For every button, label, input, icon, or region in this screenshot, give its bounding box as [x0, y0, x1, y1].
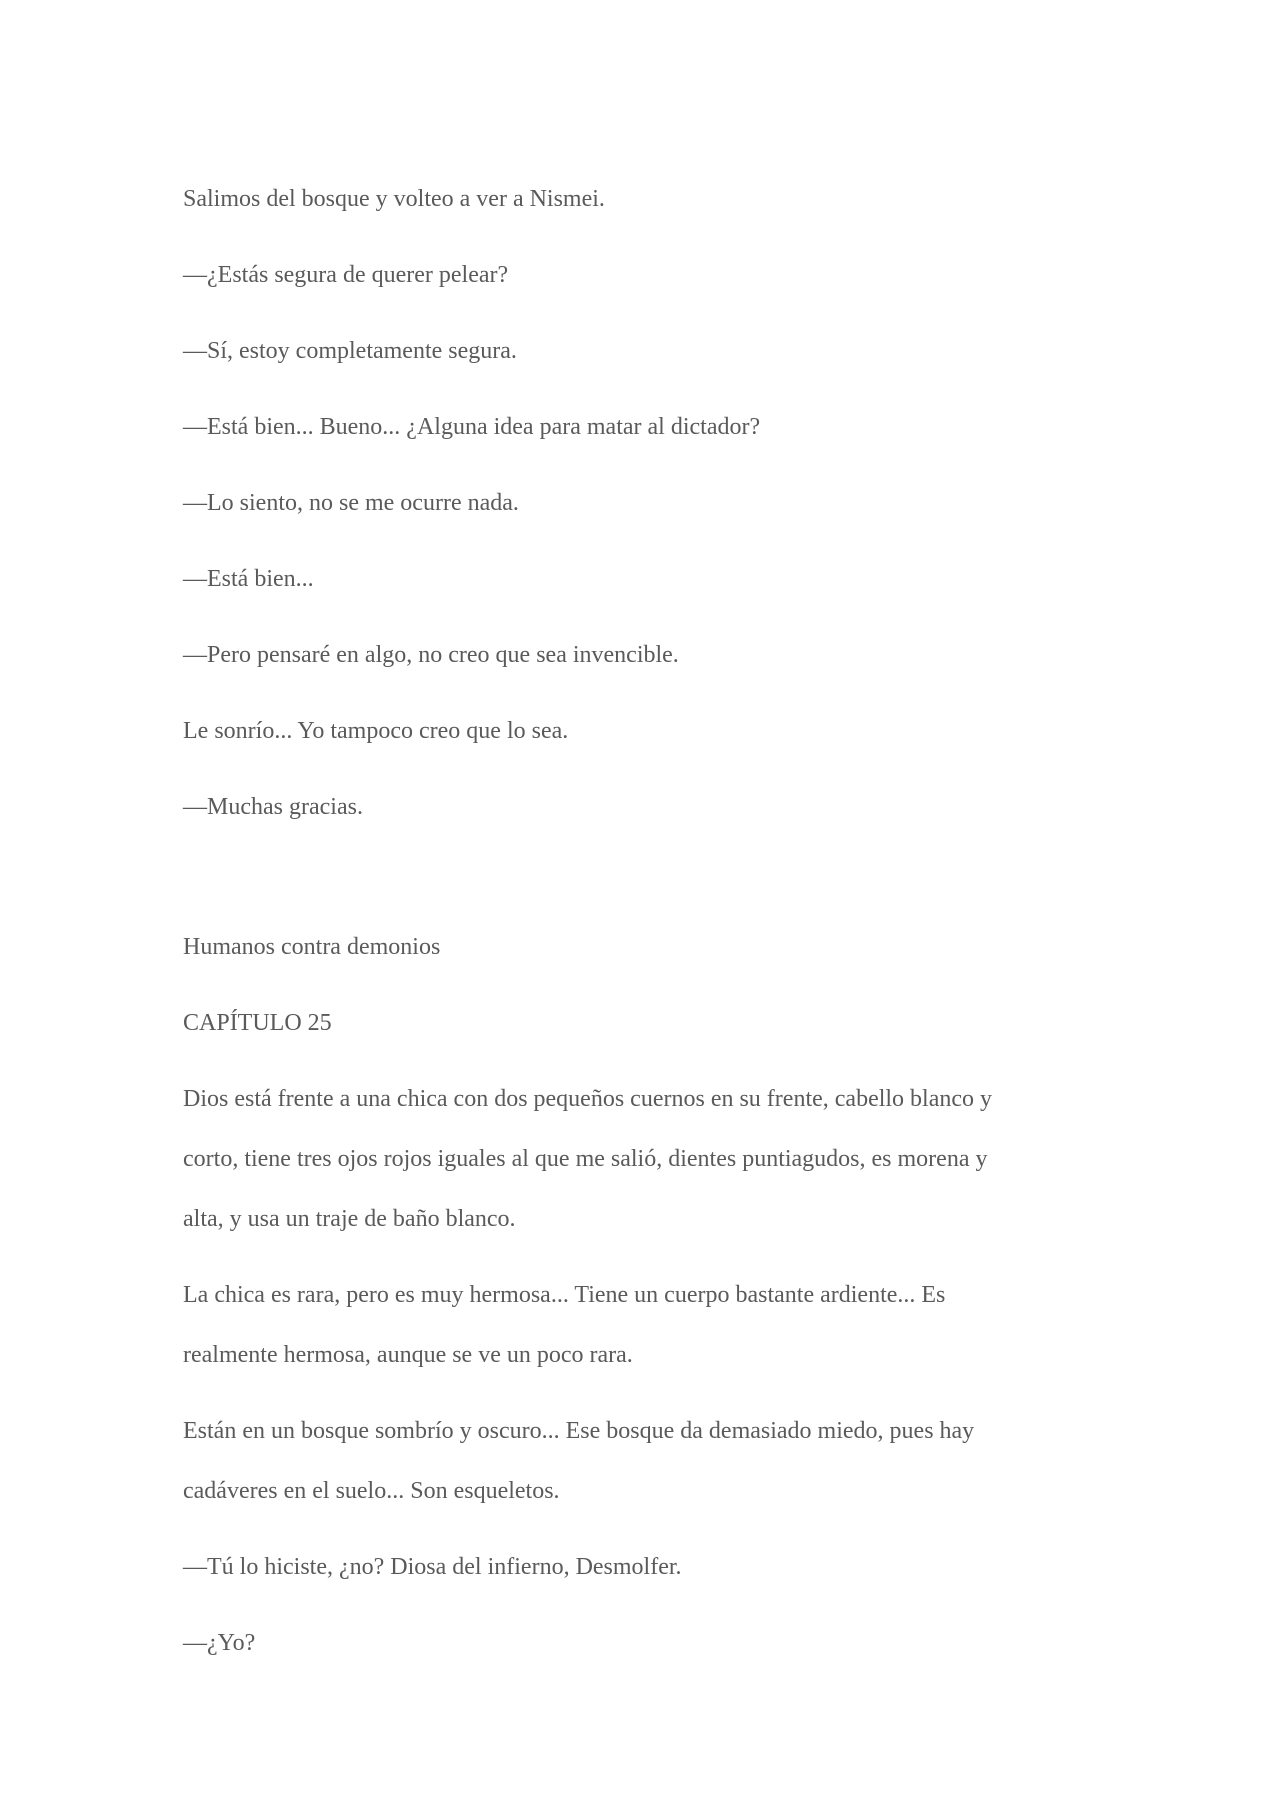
book-title: Humanos contra demonios [183, 934, 441, 960]
paragraph: Le sonrío... Yo tampoco creo que lo sea. [183, 718, 569, 744]
chapter-line: Dios está frente a una chica con dos pequeños cuernos en su frente, cabello blanco y [183, 1086, 993, 1112]
chapter-line: realmente hermosa, aunque se ve un poco rara. [183, 1342, 633, 1368]
paragraph: —Sí, estoy completamente segura. [183, 338, 517, 364]
paragraph: —Está bien... [183, 566, 314, 592]
chapter-line: —Tú lo hiciste, ¿no? Diosa del infierno, Desmolfer. [183, 1554, 682, 1580]
chapter-line: cadáveres en el suelo... Son esqueletos. [183, 1478, 560, 1504]
paragraph: —¿Estás segura de querer pelear? [183, 262, 509, 288]
paragraph: —Está bien... Bueno... ¿Alguna idea para matar al dictador? [183, 414, 761, 440]
chapter-line: Están en un bosque sombrío y oscuro... Ese bosque da demasiado miedo, pues hay [183, 1418, 975, 1444]
chapter-line: alta, y usa un traje de baño blanco. [183, 1206, 516, 1232]
paragraph: —Muchas gracias. [183, 794, 363, 820]
chapter-line: corto, tiene tres ojos rojos iguales al que me salió, dientes puntiagudos, es morena y [183, 1146, 988, 1172]
paragraph: —Lo siento, no se me ocurre nada. [183, 490, 519, 516]
paragraph: —Pero pensaré en algo, no creo que sea invencible. [183, 642, 679, 668]
chapter-line: —¿Yo? [183, 1630, 256, 1656]
paragraph: Salimos del bosque y volteo a ver a Nismei. [183, 186, 605, 212]
chapter-title: CAPÍTULO 25 [183, 1010, 332, 1036]
chapter-line: La chica es rara, pero es muy hermosa... Tiene un cuerpo bastante ardiente... Es [183, 1282, 946, 1308]
